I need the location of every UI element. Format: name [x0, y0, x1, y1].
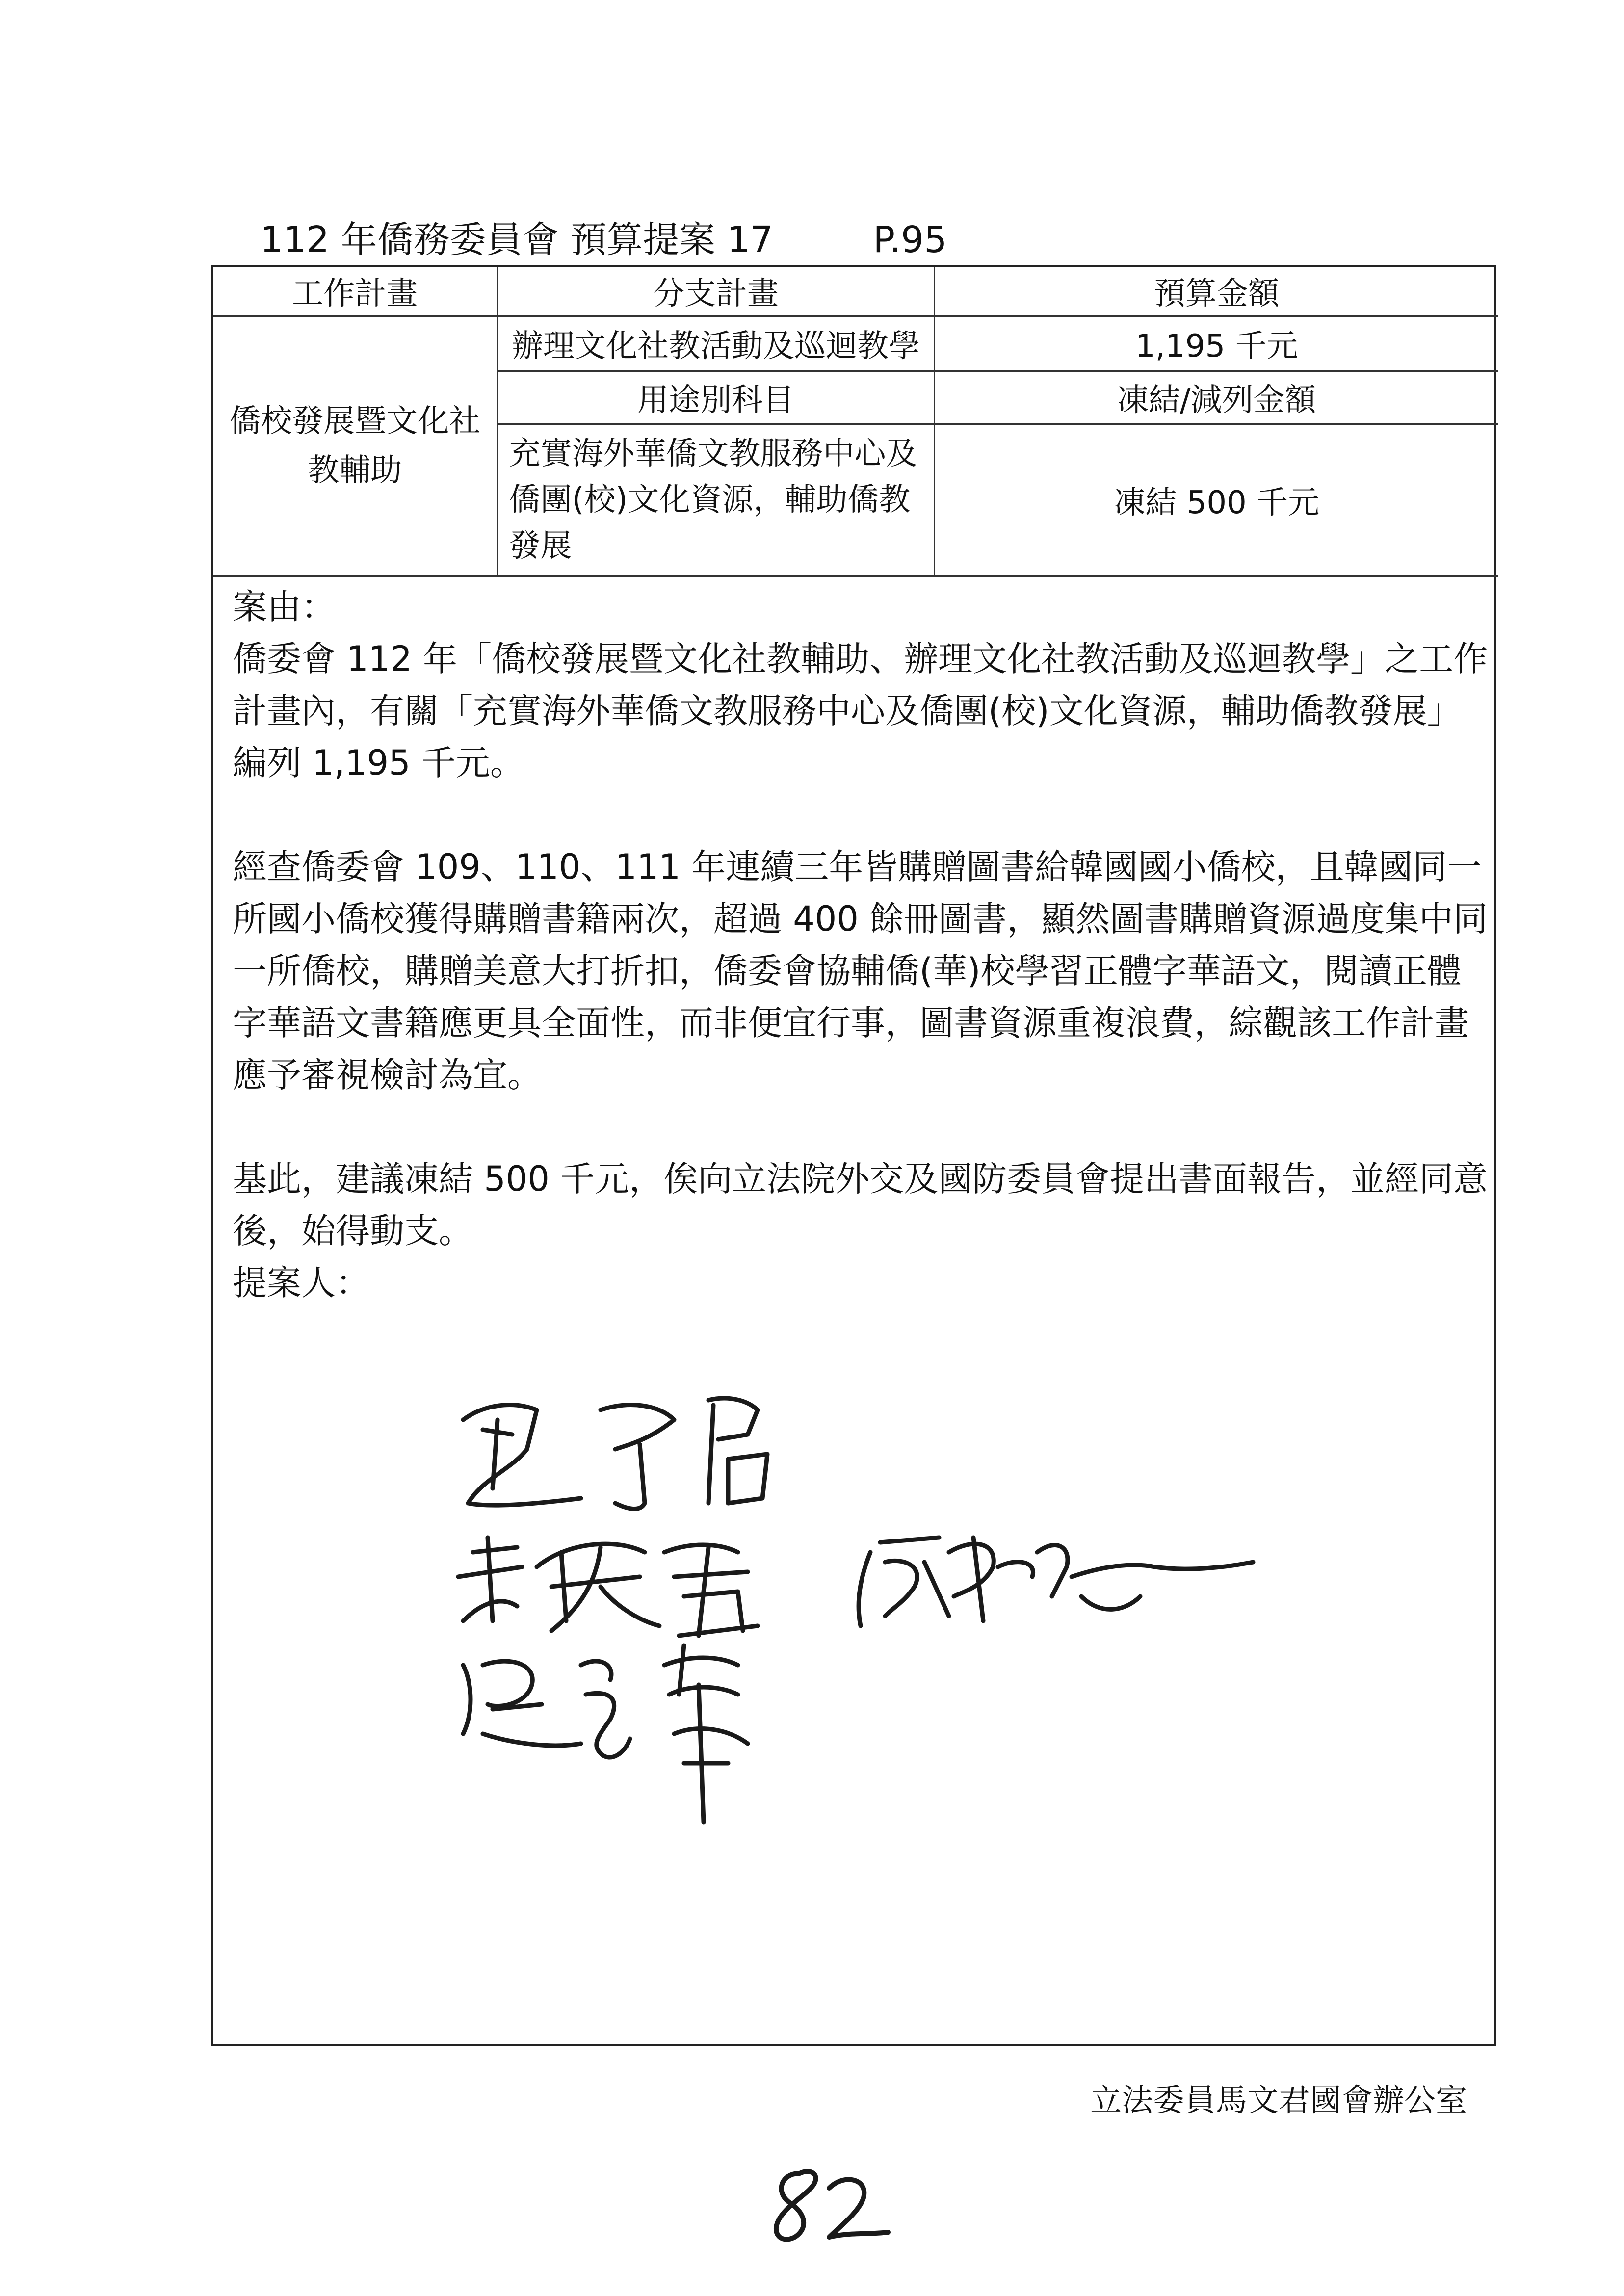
reason-paragraph-3: 基此，建議凍結 500 千元，俟向立法院外交及國防委員會提出書面報告，並經同意後，始得動支。: [233, 1159, 1488, 1251]
table-row: [213, 316, 1498, 371]
budget-table: [213, 267, 1498, 577]
proposer-label: 提案人：: [233, 1263, 370, 1303]
table-header-row: [213, 267, 1498, 316]
proposal-title: 112 年僑務委員會 預算提案 17: [260, 219, 773, 261]
reason-paragraph-1: 僑委會 112 年「僑校發展暨文化社教輔助、辦理文化社教活動及巡迴教學」之工作計畫內，有關「充實海外華僑文教服務中心及僑團(校)文化資源，輔助僑教發展」編列 1,195 千元。: [233, 639, 1488, 783]
reason-label: 案由：: [233, 587, 336, 627]
document-header: [260, 211, 947, 263]
header-branch-plan: 分支計畫: [498, 267, 934, 316]
budget-amount-cell: 1,195 千元: [934, 316, 1498, 371]
freeze-amount-cell: 凍結 500 千元: [934, 424, 1498, 576]
work-plan-cell: 僑校發展暨文化社教輔助: [213, 316, 498, 576]
signature-3: [463, 1645, 748, 1822]
header-work-plan: 工作計畫: [213, 267, 498, 316]
reason-paragraph-2: 經查僑委會 109、110、111 年連續三年皆購贈圖書給韓國國小僑校，且韓國同一所國小僑校獲得購贈書籍兩次，超過 400 餘冊圖書，顯然圖書購贈資源過度集中同一所僑校，購贈美意大打折扣，僑委會協輔僑(華)校學習正體字華語文，閱讀正體字華語文書籍應更具全面性，而非便宜行事，圖書資源重複浪費，綜觀該工作計畫應予審視檢討為宜。: [233, 847, 1488, 1095]
office-footer: 立法委員馬文君國會辦公室: [1090, 2083, 1467, 2119]
signature-2: [458, 1538, 1253, 1636]
handwritten-signatures: [453, 1390, 1287, 1832]
page-reference: P.95: [873, 219, 947, 261]
subject-header-cell: 用途別科目: [498, 371, 934, 424]
handwritten-page-number: [756, 2154, 903, 2252]
branch-plan-cell: 辦理文化社教活動及巡迴教學: [498, 316, 934, 371]
proposal-body: [233, 581, 1489, 1309]
freeze-header-cell: 凍結/減列金額: [934, 371, 1498, 424]
proposal-frame: [211, 265, 1496, 2046]
header-budget-amount: 預算金額: [934, 267, 1498, 316]
subject-cell: 充實海外華僑文教服務中心及僑團(校)文化資源，輔助僑教發展: [498, 424, 934, 576]
signature-1: [463, 1398, 767, 1509]
